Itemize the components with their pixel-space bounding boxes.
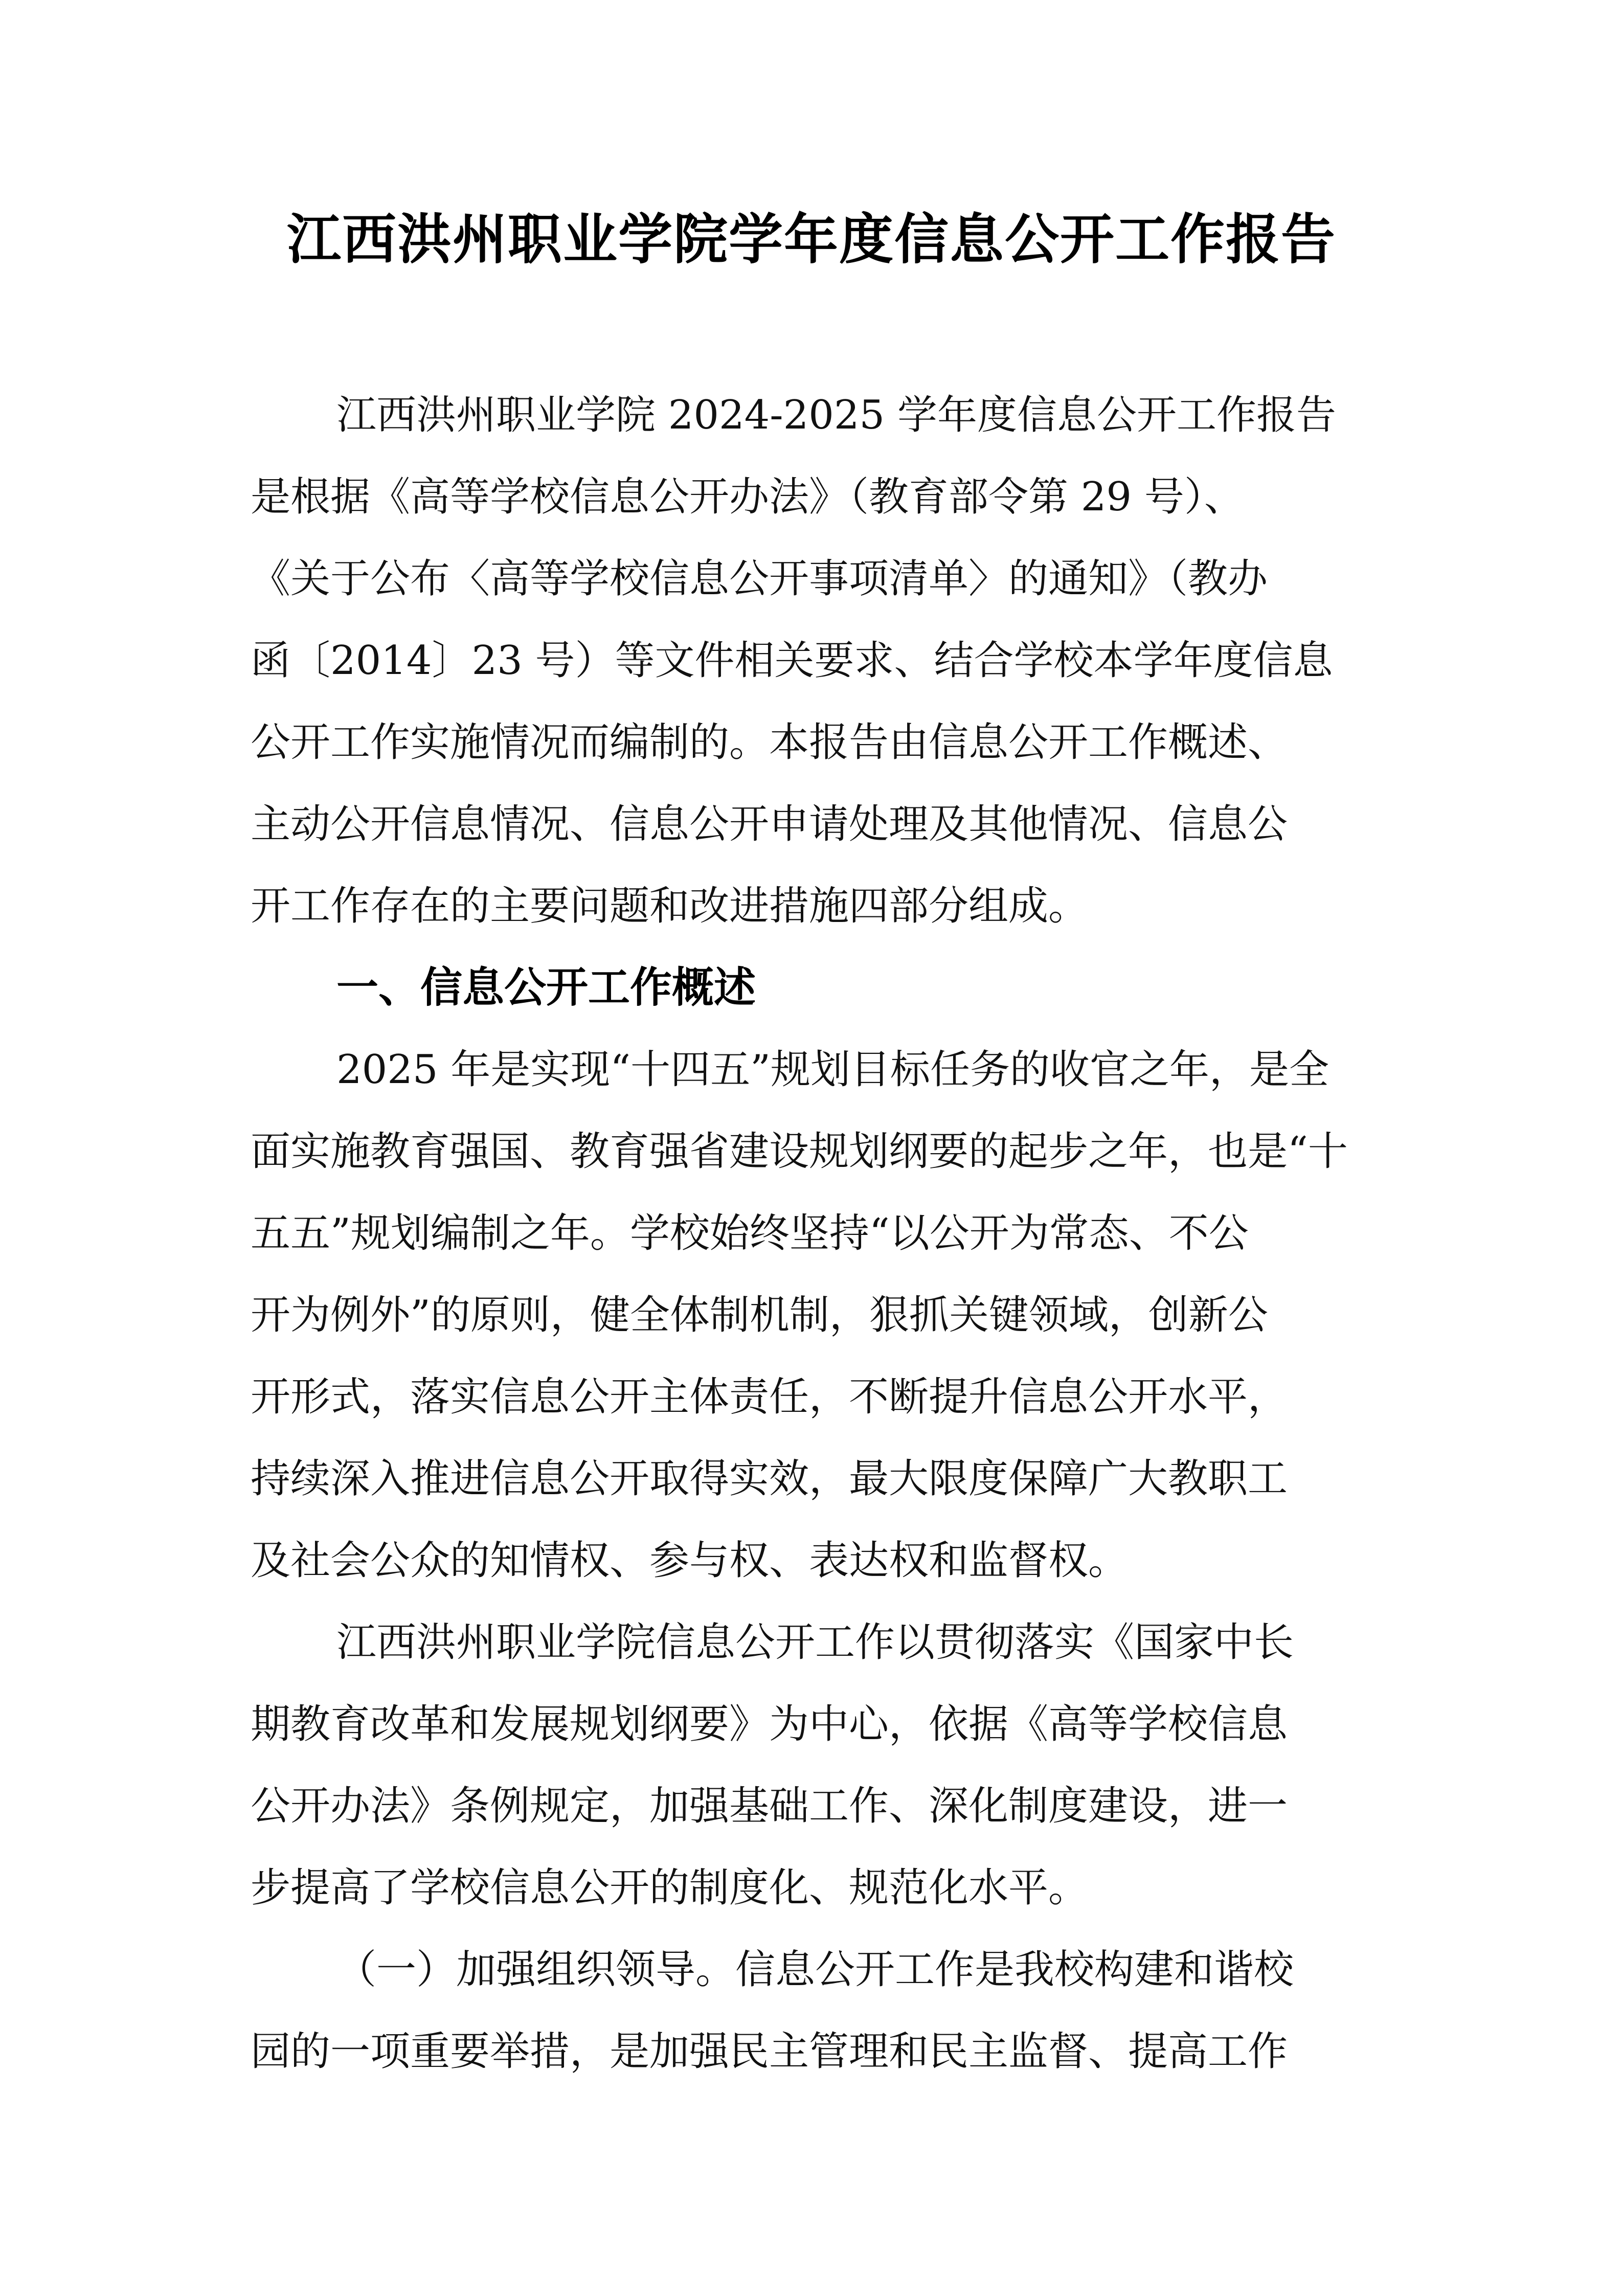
paragraph-line: 面实施教育强国、教育强省建设规划纲要的起步之年，也是“十 bbox=[251, 1129, 1348, 1175]
paragraph-line: 开形式，落实信息公开主体责任，不断提升信息公开水平， bbox=[251, 1374, 1288, 1420]
paragraph-line: 江西洪州职业学院信息公开工作以贯彻落实《国家中长 bbox=[336, 1619, 1294, 1665]
paragraph-line: 函〔2014〕23 号）等文件相关要求、结合学校本学年度信息 bbox=[251, 638, 1333, 684]
paragraph-line: 江西洪州职业学院 2024-2025 学年度信息公开工作报告 bbox=[336, 392, 1336, 438]
paragraph-line: 园的一项重要举措，是加强民主管理和民主监督、提高工作 bbox=[251, 2029, 1288, 2075]
section-heading: 一、信息公开工作概述 bbox=[336, 963, 756, 1012]
paragraph-line: 公开工作实施情况而编制的。本报告由信息公开工作概述、 bbox=[251, 719, 1288, 766]
paragraph-line: 是根据《高等学校信息公开办法》（教育部令第 29 号）、 bbox=[251, 474, 1244, 520]
document-title: 江西洪州职业学院学年度信息公开工作报告 bbox=[287, 207, 1336, 271]
paragraph-line: 持续深入推进信息公开取得实效，最大限度保障广大教职工 bbox=[251, 1456, 1288, 1502]
paragraph-line: 主动公开信息情况、信息公开申请处理及其他情况、信息公 bbox=[251, 801, 1288, 847]
paragraph-line: 公开办法》条例规定，加强基础工作、深化制度建设，进一 bbox=[251, 1783, 1288, 1829]
paragraph-line: （一）加强组织领导。信息公开工作是我校构建和谐校 bbox=[336, 1947, 1294, 1993]
paragraph-line: 开工作存在的主要问题和改进措施四部分组成。 bbox=[251, 883, 1089, 929]
paragraph-line: 五五”规划编制之年。学校始终坚持“以公开为常态、不公 bbox=[251, 1210, 1249, 1256]
paragraph-line: 步提高了学校信息公开的制度化、规范化水平。 bbox=[251, 1865, 1089, 1911]
paragraph-line: 期教育改革和发展规划纲要》为中心，依据《高等学校信息 bbox=[251, 1701, 1288, 1747]
paragraph-line: 2025 年是实现“十四五”规划目标任务的收官之年，是全 bbox=[336, 1047, 1329, 1093]
paragraph-line: 及社会公众的知情权、参与权、表达权和监督权。 bbox=[251, 1538, 1129, 1584]
paragraph-line: 开为例外”的原则，健全体制机制，狠抓关键领域，创新公 bbox=[251, 1292, 1268, 1338]
paragraph-line: 《关于公布〈高等学校信息公开事项清单〉的通知》（教办 bbox=[251, 556, 1268, 602]
